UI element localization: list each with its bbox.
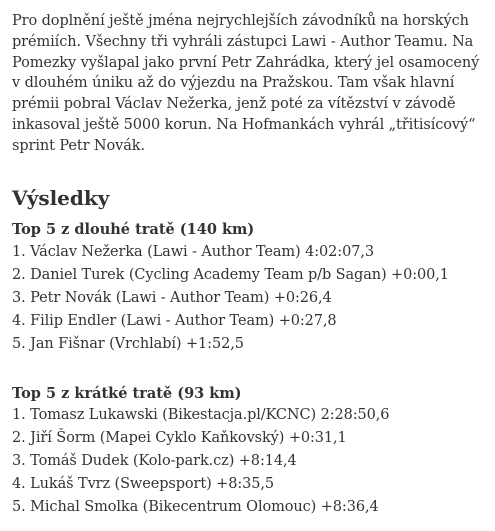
results-group-long [12, 220, 449, 356]
results-group-title: Top 5 z dlouhé tratě (140 km) [12, 221, 255, 238]
results-list [12, 241, 449, 356]
result-item: 2. Jiří Šorm (Mapei Cyklo Kaňkovský) +0:31,1 [12, 430, 347, 446]
result-item: 1. Tomasz Lukawski (Bikestacja.pl/KCNC) 2:28:50,6 [12, 407, 390, 423]
results-group-title: Top 5 z krátké tratě (93 km) [12, 385, 242, 402]
result-item: 3. Petr Novák (Lawi - Author Team) +0:26,4 [12, 290, 332, 306]
intro-line: Pomezky vyšlapal jako první Petr Zahrádka, který jel osamocený [12, 54, 480, 71]
result-item: 3. Tomáš Dudek (Kolo-park.cz) +8:14,4 [12, 453, 297, 469]
intro-line: sprint Petr Novák. [12, 137, 145, 154]
article-body [12, 0, 490, 515]
result-item: 4. Lukáš Tvrz (Sweepsport) +8:35,5 [12, 476, 275, 492]
intro-line: prémiích. Všechny tři vyhráli zástupci Lawi - Author Teamu. Na [12, 33, 474, 50]
result-item: 5. Michal Smolka (Bikecentrum Olomouc) +8:36,4 [12, 499, 379, 515]
result-item: 2. Daniel Turek (Cycling Academy Team p/b Sagan) +0:00,1 [12, 267, 449, 283]
intro-paragraph [12, 0, 490, 157]
intro-line: inkasoval ještě 5000 korun. Na Hofmankách vyhrál „třitisícový“ [12, 116, 476, 133]
results-group-short [12, 384, 389, 519]
results-list [12, 404, 389, 519]
result-item: 1. Václav Nežerka (Lawi - Author Team) 4:02:07,3 [12, 244, 374, 260]
result-item: 5. Jan Fišnar (Vrchlabí) +1:52,5 [12, 336, 244, 352]
result-item: 4. Filip Endler (Lawi - Author Team) +0:27,8 [12, 313, 337, 329]
results-heading: Výsledky [12, 186, 110, 210]
intro-line: Pro doplnění ještě jména nejrychlejších závodníků na horských [12, 13, 469, 29]
intro-line: v dlouhém úniku až do výjezdu na Pražskou. Tam však hlavní [12, 75, 455, 92]
intro-line: prémii pobral Václav Nežerka, jenž poté za vítězství v závodě [12, 96, 456, 113]
